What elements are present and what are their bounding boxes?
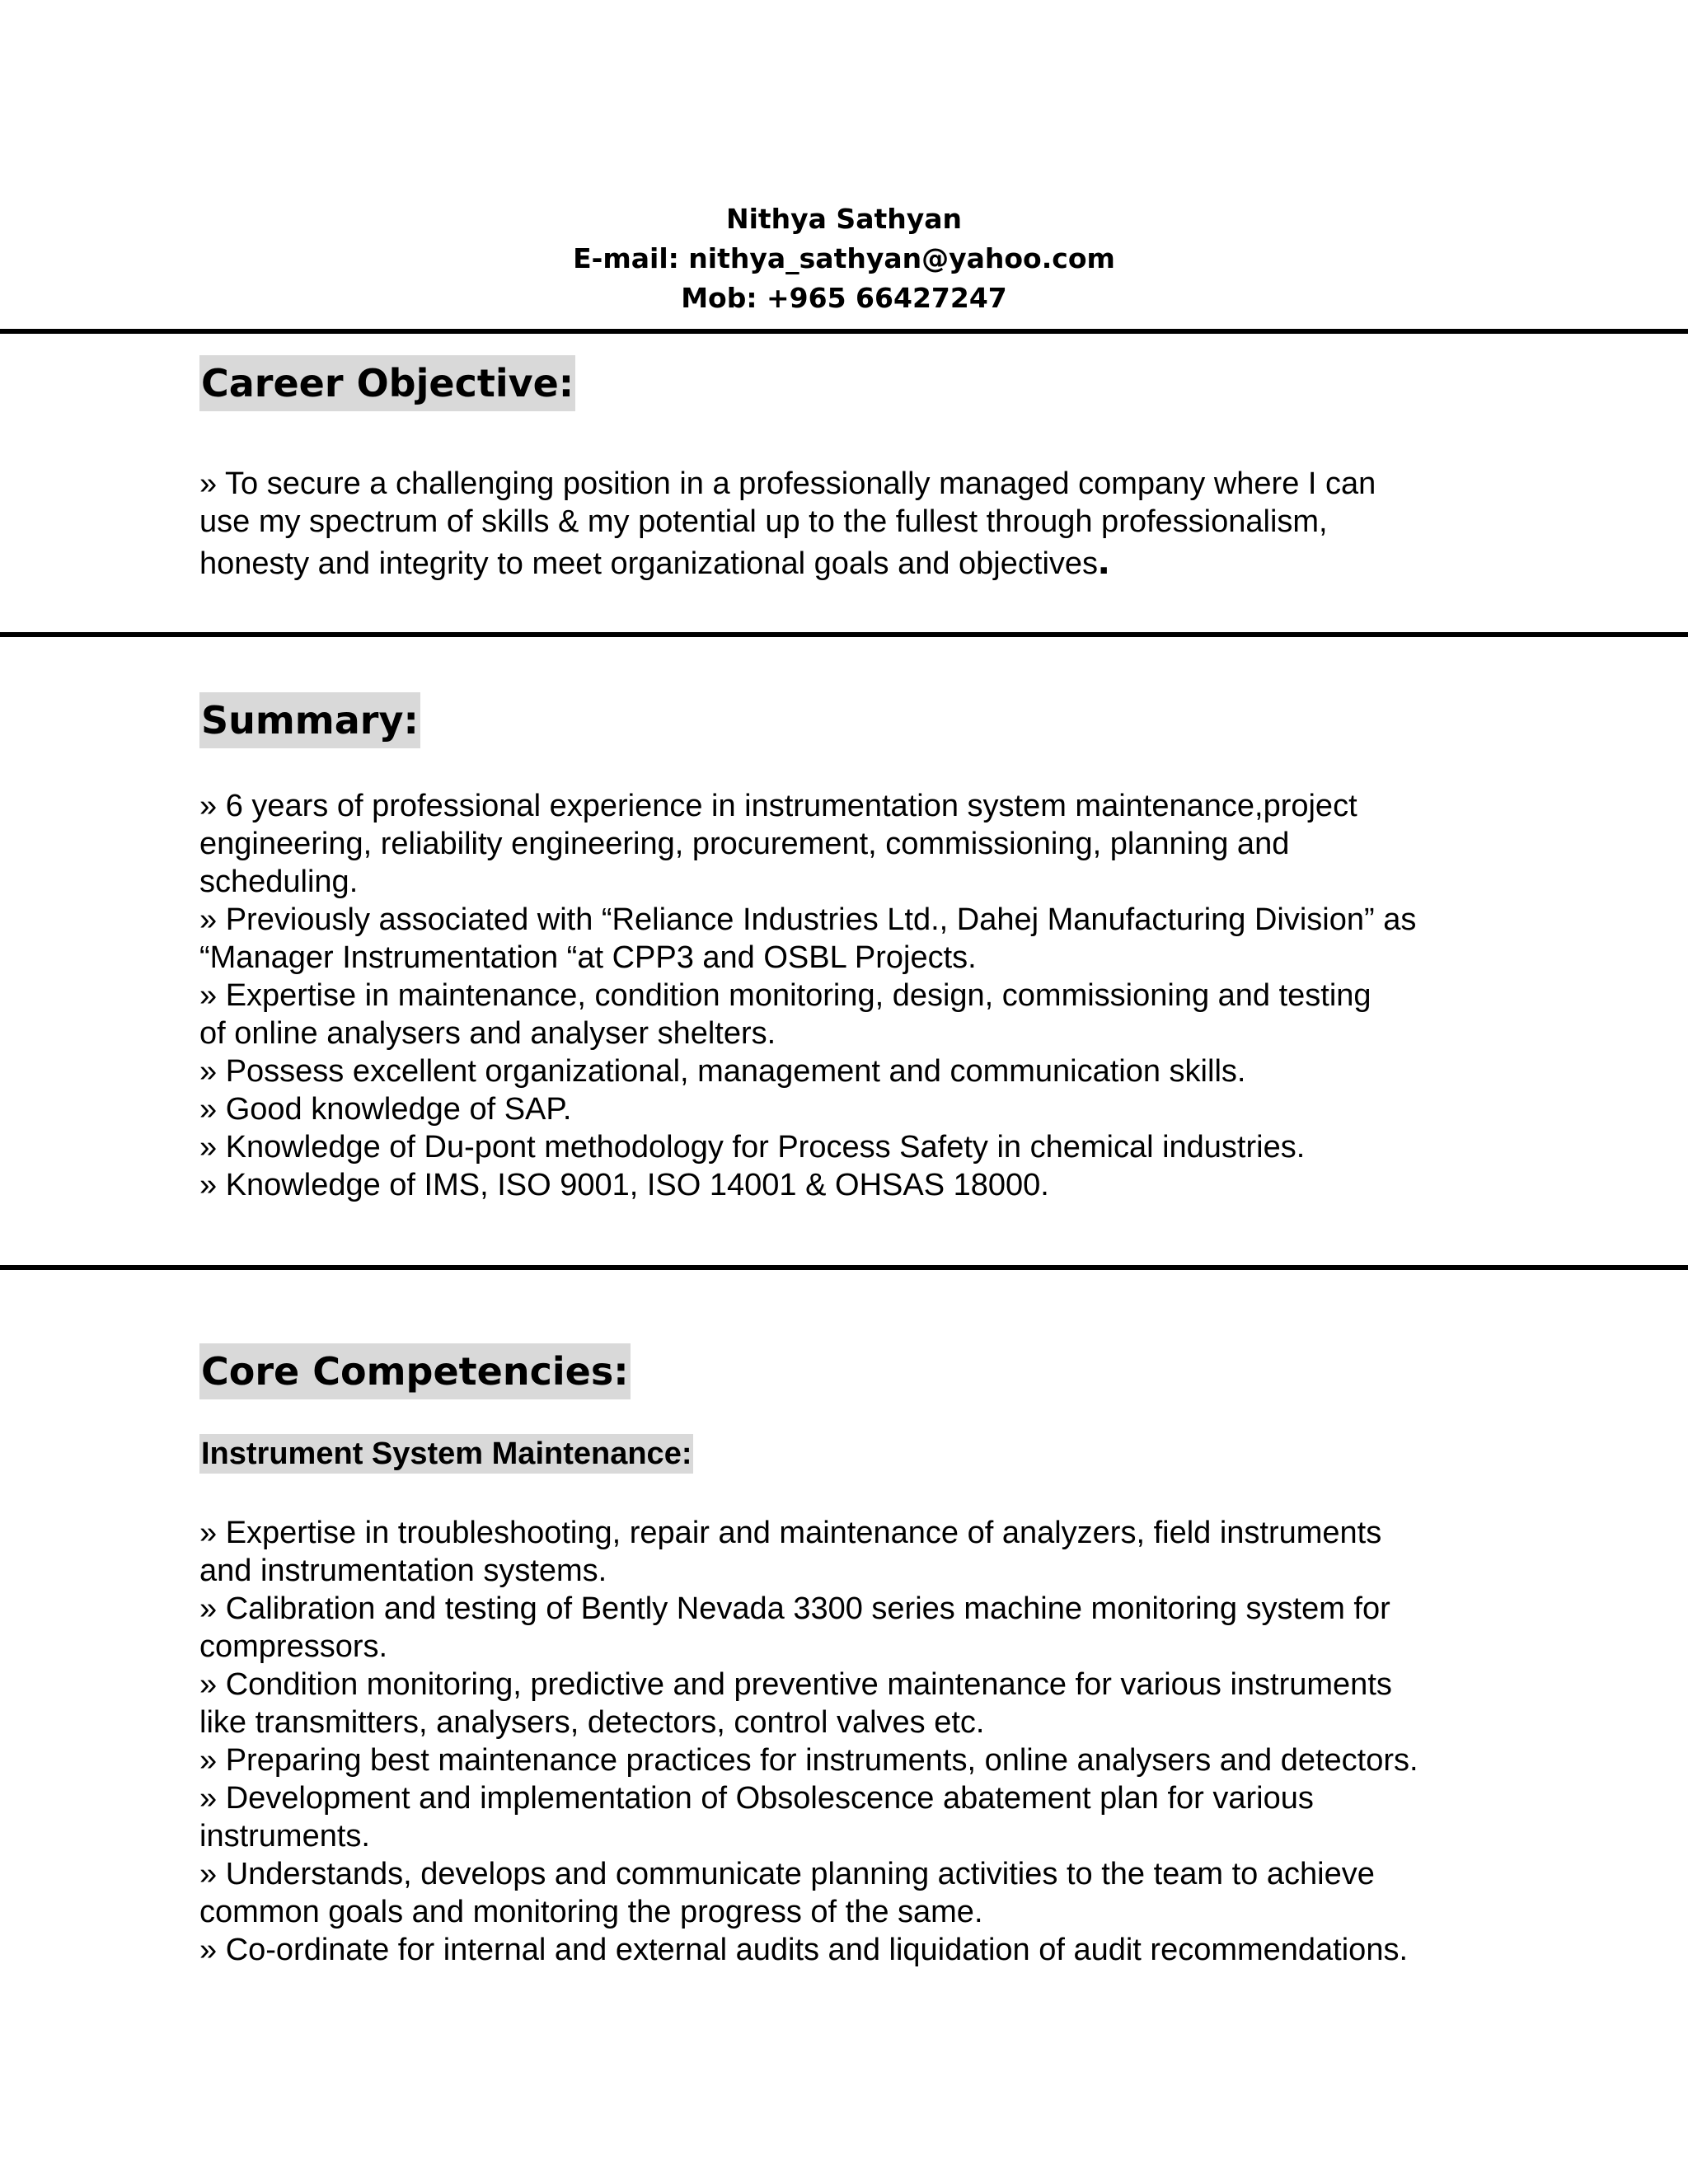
competency-line: instruments. — [199, 1819, 370, 1854]
core-competencies-heading: Core Competencies: — [199, 1343, 631, 1399]
email-line: E-mail: nithya_sathyan@yahoo.com — [573, 242, 1115, 274]
summary-line: » Possess excellent organizational, management and communication skills. — [199, 1054, 1246, 1089]
core-competencies-text — [199, 1514, 1502, 1969]
instrument-maintenance-subheading: Instrument System Maintenance: — [199, 1434, 693, 1474]
summary-line: » Knowledge of IMS, ISO 9001, ISO 14001 & OHSAS 18000. — [199, 1168, 1049, 1202]
divider-rule — [0, 1265, 1688, 1270]
summary-line: of online analysers and analyser shelters. — [199, 1016, 776, 1051]
summary-heading: Summary: — [199, 692, 420, 748]
divider-rule — [0, 329, 1688, 334]
competency-line: common goals and monitoring the progress of the same. — [199, 1895, 983, 1929]
summary-line: scheduling. — [199, 865, 359, 899]
resume-header — [0, 199, 1688, 318]
competency-line: » Development and implementation of Obsolescence abatement plan for various — [199, 1781, 1314, 1816]
competency-line: » Co-ordinate for internal and external audits and liquidation of audit recommendations. — [199, 1933, 1409, 1967]
summary-line: engineering, reliability engineering, procurement, commissioning, planning and — [199, 827, 1290, 861]
summary-line: » Good knowledge of SAP. — [199, 1092, 572, 1127]
competency-line: » Condition monitoring, predictive and preventive maintenance for various instruments — [199, 1667, 1392, 1702]
objective-line: » To secure a challenging position in a professionally managed company where I can — [199, 466, 1376, 501]
summary-line: “Manager Instrumentation “at CPP3 and OSBL Projects. — [199, 940, 977, 975]
career-objective-text — [199, 465, 1502, 583]
summary-line: » Knowledge of Du-pont methodology for Process Safety in chemical industries. — [199, 1130, 1306, 1165]
competency-line: » Preparing best maintenance practices for instruments, online analysers and detectors. — [199, 1743, 1418, 1778]
summary-line: » Expertise in maintenance, condition monitoring, design, commissioning and testing — [199, 978, 1372, 1013]
competency-line: and instrumentation systems. — [199, 1554, 607, 1588]
objective-line: use my spectrum of skills & my potential up to the fullest through professionalism, — [199, 504, 1328, 539]
competency-line: like transmitters, analysers, detectors, control valves etc. — [199, 1705, 985, 1740]
competency-line: compressors. — [199, 1629, 388, 1664]
summary-text — [199, 787, 1502, 1204]
candidate-name: Nithya Sathyan — [725, 203, 963, 235]
competency-line: » Understands, develops and communicate planning activities to the team to achieve — [199, 1857, 1375, 1891]
objective-line: honesty and integrity to meet organizational goals and objectives. — [199, 536, 1110, 583]
divider-rule — [0, 632, 1688, 637]
objective-end-mark: . — [1098, 536, 1110, 583]
competency-line: » Calibration and testing of Bently Nevada 3300 series machine monitoring system for — [199, 1591, 1390, 1626]
mobile-line: Mob: +965 66427247 — [681, 282, 1007, 314]
summary-line: » 6 years of professional experience in instrumentation system maintenance,project — [199, 789, 1357, 823]
summary-line: » Previously associated with “Reliance Industries Ltd., Dahej Manufacturing Division” as — [199, 902, 1417, 937]
competency-line: » Expertise in troubleshooting, repair and maintenance of analyzers, field instruments — [199, 1516, 1382, 1550]
career-objective-heading: Career Objective: — [199, 355, 575, 411]
